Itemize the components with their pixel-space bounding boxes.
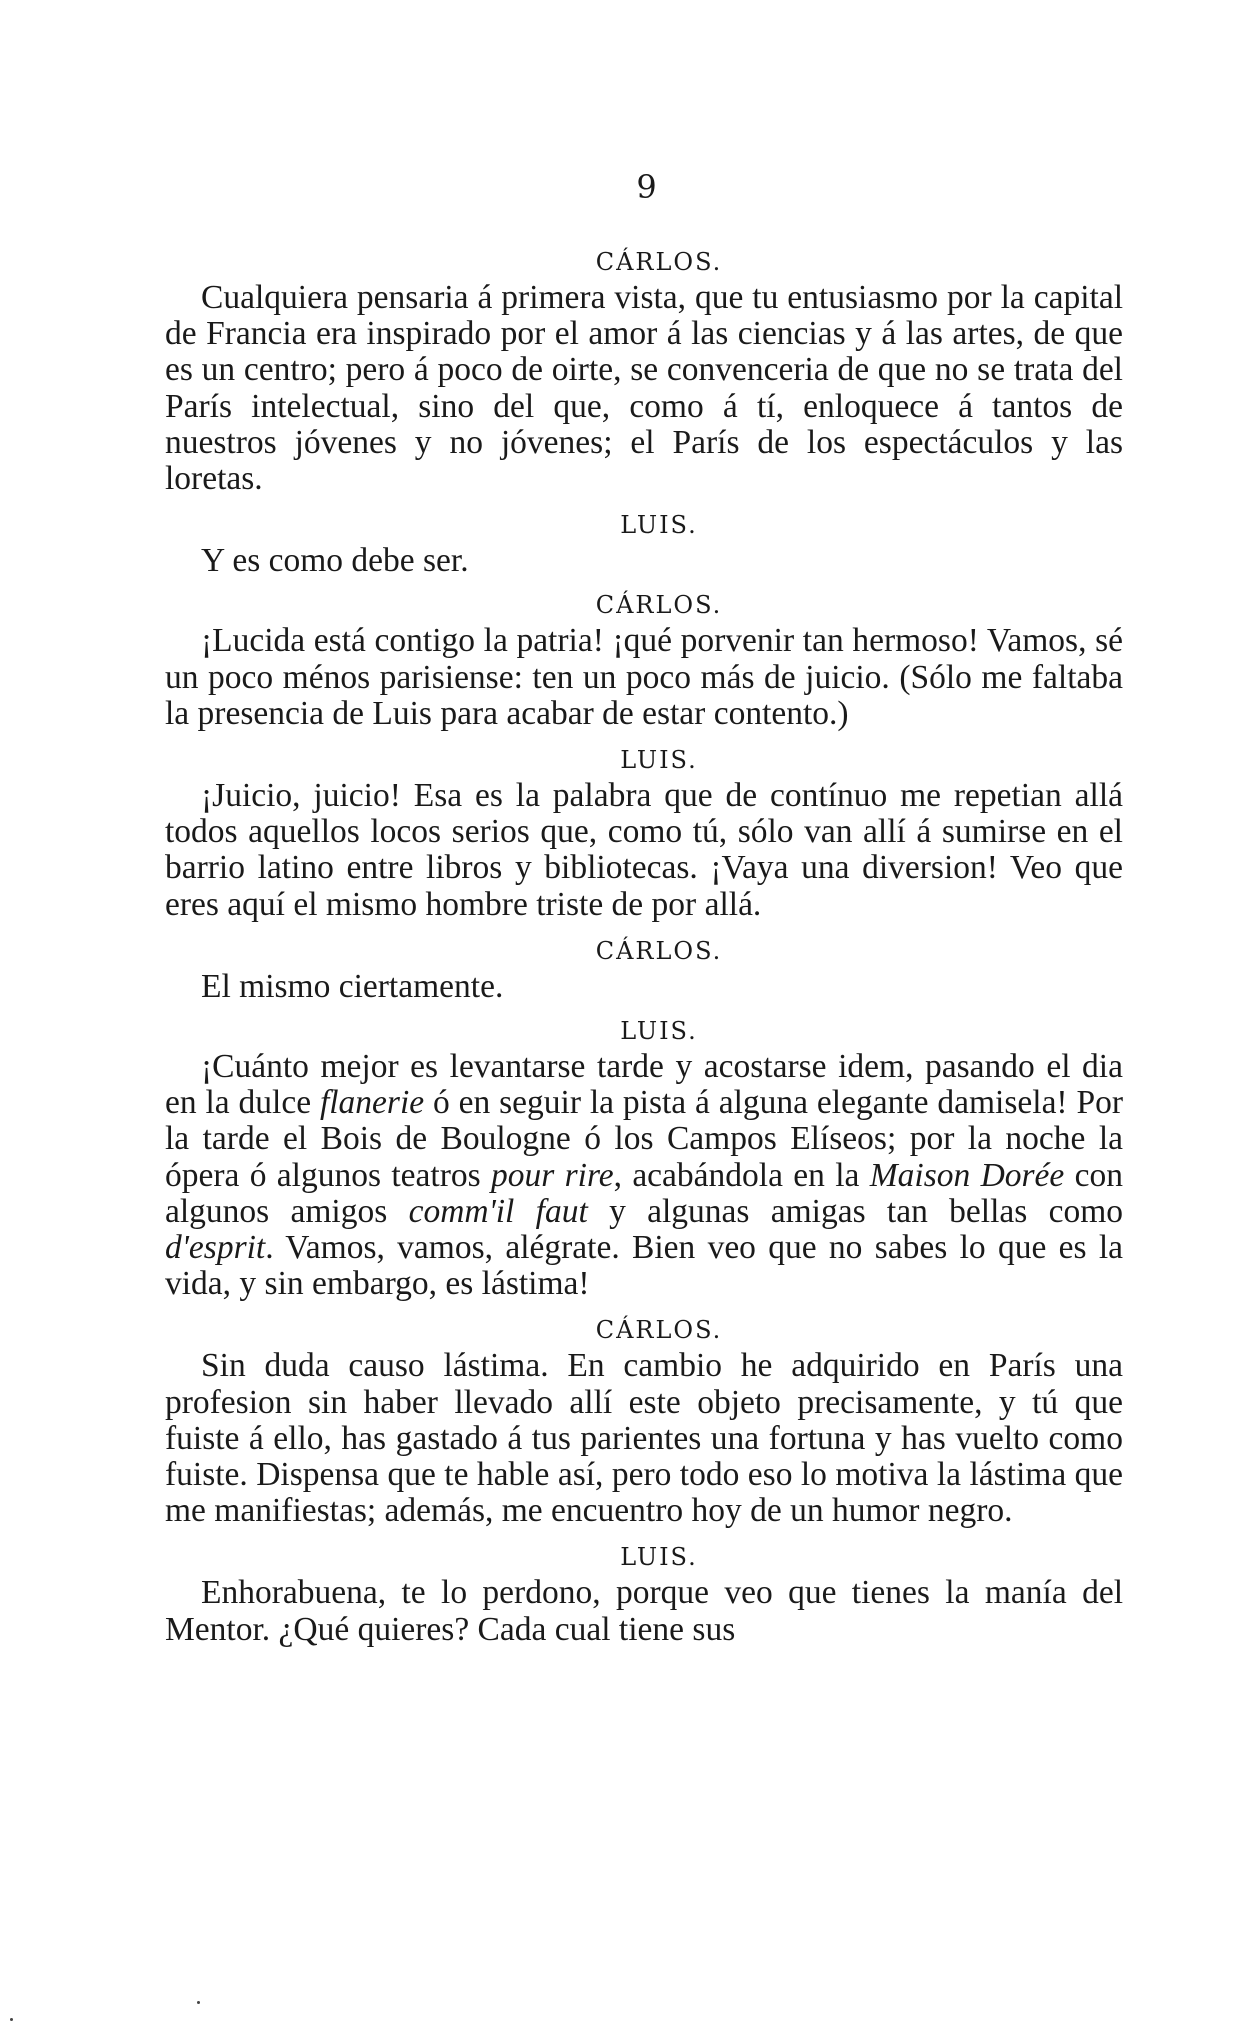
italic-term: Maison Dorée xyxy=(869,1156,1065,1194)
italic-term: comm'il faut xyxy=(408,1192,588,1230)
speaker-label: CÁRLOS. xyxy=(595,1316,723,1345)
speech-paragraph: El mismo ciertamente. xyxy=(201,967,504,1005)
speech-paragraph: Sin duda causo lástima. En cambio he adquirido en París una profesion sin haber llevado allí este objeto precisamente, y tú que fuiste á ello, has gastado á tus parientes una fortuna y has vuelto como fuiste. Dispensa que te hable así, pero todo eso lo motiva la lástima que me manifiestas; además, me encuentro hoy de un humor negro. xyxy=(165,1347,1123,1530)
speech-paragraph: ¡Cuánto mejor es levantarse tarde y acostarse idem, pasando el dia en la dulce flanerie ó en seguir la pista á alguna elegante damisela! Por la tarde el Bois de Boulogne ó los Campos Elíseos; por la noche la ópera ó algunos teatros pour rire, acabándola en la Maison Dorée con algunos amigos comm'il faut y algunas amigas tan bellas como d'esprit. Vamos, vamos, alégrate. Bien veo que no sabes lo que es la vida, y sin embargo, es lástima! xyxy=(165,1048,1124,1303)
speech-paragraph: ¡Juicio, juicio! Esa es la palabra que de contínuo me repetian allá todos aquellos locos serios que, como tú, sólo van allí á sumirse en el barrio latino entre libros y bibliotecas. ¡Vaya una diversion! Veo que eres aquí el mismo hombre triste de por allá. xyxy=(165,777,1123,923)
speech-paragraph: Enhorabuena, te lo perdono, porque veo que tienes la manía del Mentor. ¿Qué quieres? Cada cual tiene sus xyxy=(165,1574,1123,1648)
speaker-label: LUIS. xyxy=(620,746,698,775)
italic-term: flanerie xyxy=(319,1084,425,1122)
scan-speck xyxy=(197,2001,200,2004)
italic-term: pour rire xyxy=(490,1156,614,1194)
scan-speck xyxy=(10,2018,13,2021)
speaker-label: LUIS. xyxy=(620,511,698,540)
speaker-label: LUIS. xyxy=(620,1543,698,1572)
speaker-label: CÁRLOS. xyxy=(595,248,723,276)
speaker-label: LUIS. xyxy=(620,1017,698,1046)
speaker-label: CÁRLOS. xyxy=(595,591,723,620)
dialogue-column xyxy=(165,244,1123,1658)
speech-paragraph: Cualquiera pensaria á primera vista, que tu entusiasmo por la capital de Francia era inspirado por el amor á las ciencias y á las artes, de que es un centro; pero á poco de oirte, se convenceria de que no se trata del París intelectual, sino del que, como á tí, enloquece á tantos de nuestros jóvenes y no jóvenes; el París de los espectáculos y las loretas. xyxy=(165,279,1123,498)
speaker-label: CÁRLOS. xyxy=(595,936,723,965)
italic-term: d'esprit xyxy=(165,1229,266,1267)
speech-paragraph: ¡Lucida está contigo la patria! ¡qué porvenir tan hermoso! Vamos, sé un poco ménos parisiense: ten un poco más de juicio. (Sólo me faltaba la presencia de Luis para acabar de estar contento.) xyxy=(165,622,1123,732)
speech-paragraph: Y es como debe ser. xyxy=(201,542,469,580)
page-number: 9 xyxy=(636,168,657,206)
